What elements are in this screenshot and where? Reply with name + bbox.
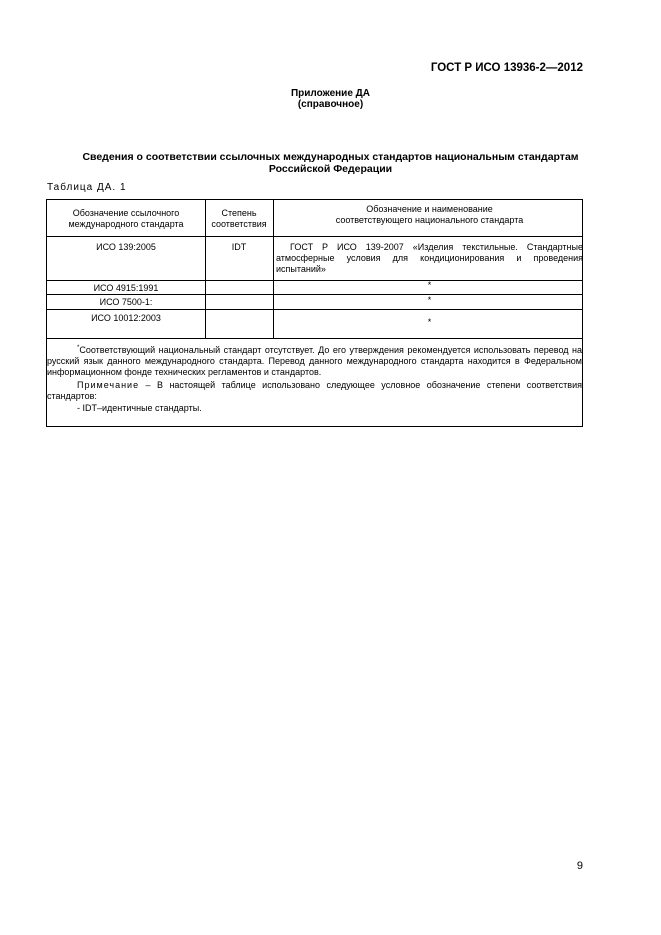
row1-national: ГОСТ Р ИСО 139-2007 «Изделия текстильные. Стандартные атмосферные условия для кондиционирования и проведения испытаний»: [276, 242, 583, 274]
table-caption: Таблица ДА. 1: [47, 182, 127, 193]
row2-standard: ИСО 4915:1991: [93, 283, 159, 293]
row3-national: *: [427, 295, 432, 305]
header-col1-line1: Обозначение ссылочного: [72, 208, 180, 218]
row2-national: *: [427, 280, 432, 290]
header-col3: [276, 204, 583, 226]
column-divider: [273, 200, 274, 338]
header-col1-line2: международного стандарта: [68, 219, 184, 229]
row1-degree: IDT: [231, 242, 247, 252]
footnote: [47, 343, 582, 378]
appendix-block: [0, 88, 661, 110]
table-note: [47, 380, 582, 402]
footnote-text: Соответствующий национальный стандарт отсутствует. До его утверждения рекомендуется использовать перевод на русский язык данного международного стандарта. Перевод данного международного стандарта находится в Федеральном информационном фонде технических регламентов и стандартов.: [47, 345, 582, 377]
header-divider: [47, 236, 582, 237]
row4-standard: ИСО 10012:2003: [91, 313, 161, 323]
row4-national: *: [427, 317, 432, 327]
note-legend: - IDT–идентичные стандарты.: [77, 403, 202, 413]
note-text: – В настоящей таблице использовано следующее условное обозначение степени соответствия стандартов:: [47, 380, 582, 401]
body-divider: [47, 338, 582, 339]
page-number: 9: [576, 860, 583, 872]
section-heading: [40, 151, 621, 175]
header-col1: [47, 208, 205, 230]
footnote-mark: *: [77, 345, 80, 351]
appendix-title: Приложение ДА: [290, 88, 371, 99]
gost-code: ГОСТ Р ИСО 13936-2—2012: [430, 62, 583, 74]
row1-standard: ИСО 139:2005: [96, 242, 156, 252]
header-col3-line1: Обозначение и наименование: [366, 204, 493, 214]
header-col3-line2: соответствующего национального стандарта: [335, 215, 524, 225]
heading-line-1: Сведения о соответствии ссылочных международных стандартов национальным стандартам: [82, 151, 579, 163]
appendix-subtitle: (справочное): [297, 99, 364, 110]
row-divider: [47, 309, 582, 310]
heading-line-2: Российской Федерации: [268, 163, 393, 175]
row3-standard: ИСО 7500-1:: [99, 297, 153, 307]
correspondence-table: [46, 199, 583, 427]
header-col2: [205, 208, 273, 230]
note-label: Примечание: [77, 380, 140, 390]
header-col2-line2: соответствия: [211, 219, 267, 229]
header-col2-line1: Степень: [221, 208, 257, 218]
